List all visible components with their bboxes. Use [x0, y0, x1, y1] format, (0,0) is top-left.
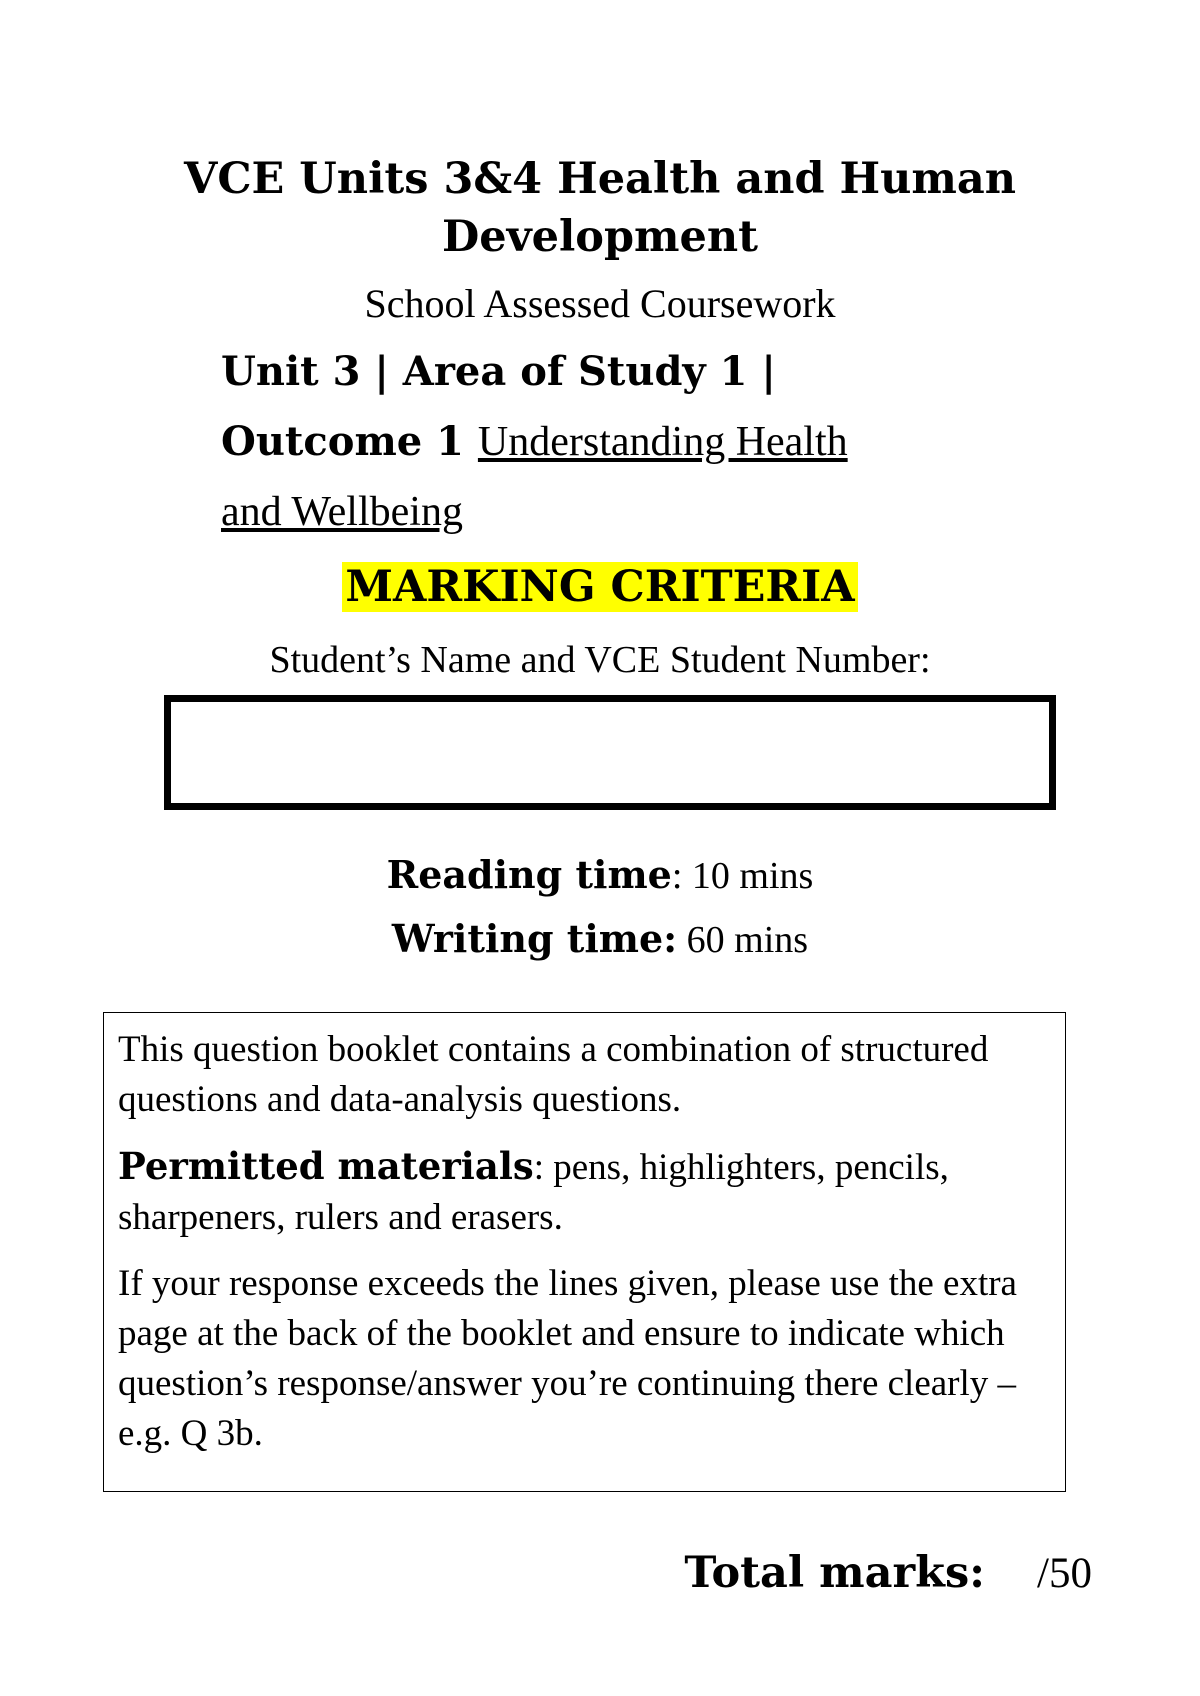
instructions-paragraph-2: [118, 1141, 1051, 1243]
total-marks-value: /50: [1037, 1550, 1092, 1597]
permitted-materials-value: : pens, highlighters, pencils, sharpeners, rulers and erasers.: [118, 1147, 949, 1238]
instructions-paragraph-1: This question booklet contains a combination of structured questions and data-analysis questions.: [118, 1029, 989, 1120]
instructions-box: [103, 1012, 1066, 1492]
student-name-label: Student’s Name and VCE Student Number:: [269, 639, 931, 681]
reading-time-label: Reading time: [386, 852, 672, 897]
total-marks: [684, 1548, 1092, 1598]
total-marks-label: Total marks:: [684, 1548, 986, 1598]
permitted-materials-label: Permitted materials: [118, 1144, 534, 1188]
marking-criteria-heading: [0, 562, 1200, 612]
unit-area-line: Unit 3 | Area of Study 1 |: [221, 348, 776, 395]
title-line-2: Development: [441, 212, 759, 262]
subtitle: School Assessed Coursework: [364, 281, 836, 326]
outcome-line: [221, 418, 848, 466]
writing-time-label: Writing time:: [391, 916, 678, 961]
reading-time: [0, 852, 1200, 898]
title-line-1: VCE Units 3&4 Health and Human: [183, 154, 1017, 204]
outcome-label: Outcome 1: [221, 418, 464, 465]
outcome-title-part-1: Understanding Health: [477, 419, 848, 465]
student-name-box[interactable]: [164, 695, 1056, 810]
writing-time: [0, 916, 1200, 962]
outcome-title-part-2: and Wellbeing: [221, 489, 463, 535]
marking-criteria-highlight: MARKING CRITERIA: [342, 562, 857, 612]
writing-time-value: 60 mins: [677, 919, 809, 961]
reading-time-value: : 10 mins: [671, 855, 814, 897]
document-title: [0, 150, 1200, 266]
instructions-paragraph-3: If your response exceeds the lines given, please use the extra page at the back of the booklet and ensure to indicate which question’s response/answer you’re continuing there clearly – e.g. Q 3b.: [118, 1263, 1017, 1454]
